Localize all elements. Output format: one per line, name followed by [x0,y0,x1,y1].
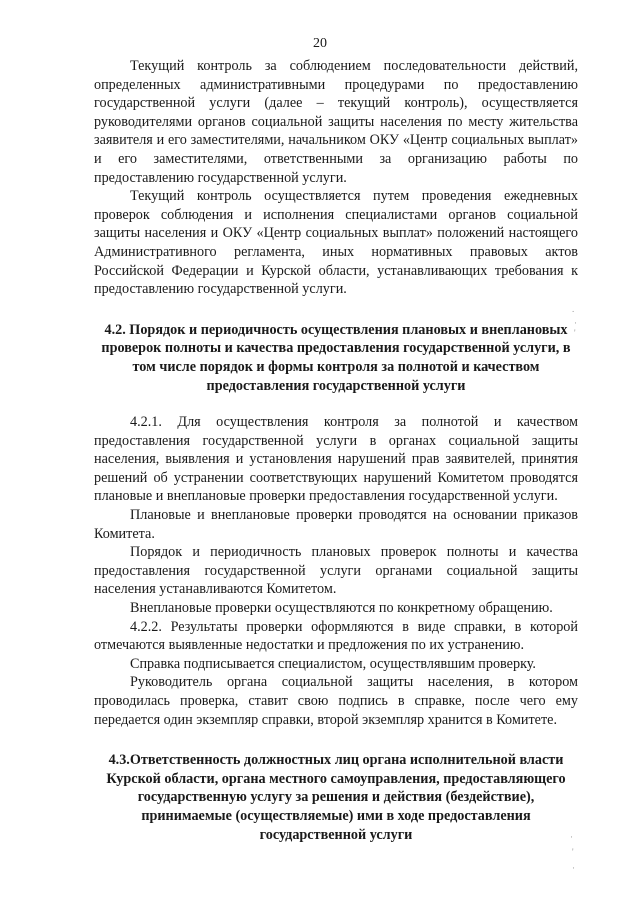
section-heading-4-3: 4.3.Ответственность должностных лиц органа исполнительной власти Курской области, органа местного самоуправления, предоставляющего государственную услугу за решения и действия (бездействие), принимаемые (осуществляемые) ими в ходе предоставления государственной услуги [106,752,566,843]
paragraph-4-2-1: 4.2.1. Для осуществления контроля за полнотой и качеством предоставления государственной услуги в органах социальной защиты населения, выявления и установления нарушений прав заявителей, принятия решений об устранении соответствующих нарушений Комитетом проводятся плановые и внеплановые проверки предоставления государственной услуги. [94,414,578,505]
scan-artifact: · [572,863,575,873]
scan-artifact: ' [572,847,574,857]
scan-artifact: . [572,304,575,314]
paragraph-inspections-order: Порядок и периодичность плановых проверок полноты и качества предоставления государственной услуги органами социальной защиты населения устанавливаются Комитетом. [94,544,578,598]
page-number: 20 [313,36,327,51]
paragraph-current-control-definition: Текущий контроль за соблюдением последовательности действий, определенных административными процедурами по предоставлению государственной услуги (далее – текущий контроль), осуществляется руководителями органов социальной защиты населения по месту жительства заявителя и его заместителями, начальником ОКУ «Центр социальных выплат» и его заместителями, ответственными за организацию работы по предоставлению государственной услуги. [94,58,578,186]
paragraph-certificate-signed: Справка подписывается специалистом, осуществлявшим проверку. [130,655,536,672]
paragraph-unscheduled-inspections: Внеплановые проверки осуществляются по конкретному обращению. [130,600,553,617]
paragraph-4-2-2: 4.2.2. Результаты проверки оформляются в виде справки, в которой отмечаются выявленные недостатки и предложения по их устранению. [94,618,578,654]
paragraph-current-control-method: Текущий контроль осуществляется путем проведения ежедневных проверок соблюдения и исполнения специалистами органов социальной защиты населения и ОКУ «Центр социальных выплат» положений настоящего Административного регламента, иных нормативных правовых актов Российской Федерации и Курской области, устанавливающих требования к предоставлению государственной услуги. [94,188,578,298]
paragraph-certificate-copies: Руководитель органа социальной защиты населения, в котором проводилась проверка, ставит свою подпись в справке, после чего ему передается один экземпляр справки, второй экземпляр хранится в Комитете. [94,674,578,728]
scan-artifact: ' [574,328,576,338]
document-body [94,57,578,844]
scan-artifact: · [570,832,573,842]
paragraph-inspections-basis: Плановые и внеплановые проверки проводятся на основании приказов Комитета. [94,507,578,542]
section-heading-4-2: 4.2. Порядок и периодичность осуществления плановых и внеплановых проверок полноты и качества предоставления государственной услуги, в том числе порядок и формы контроля за полнотой и качеством предоставления государственной услуги [101,321,571,394]
scan-artifact: · [574,318,577,328]
